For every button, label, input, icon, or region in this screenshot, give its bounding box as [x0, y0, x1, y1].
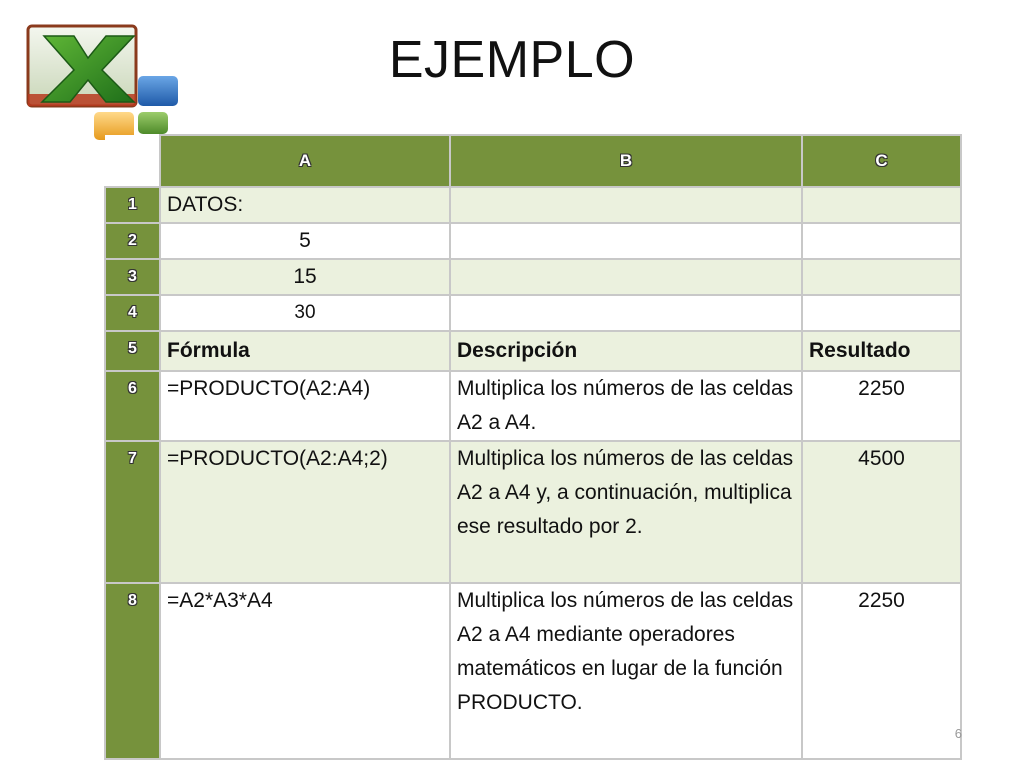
cell-a1[interactable]: DATOS: [160, 187, 450, 223]
row-header[interactable]: 4 [105, 295, 160, 331]
table-row [105, 331, 961, 371]
row-header[interactable]: 5 [105, 331, 160, 371]
table-row [105, 259, 961, 295]
row-header[interactable]: 2 [105, 223, 160, 259]
cell-a7[interactable]: =PRODUCTO(A2:A4;2) [160, 441, 450, 583]
row-header[interactable]: 6 [105, 371, 160, 441]
cell-b7[interactable]: Multiplica los números de las celdas A2 a A4 y, a continuación, multiplica ese resultado por 2. [450, 441, 802, 583]
cell-b3[interactable] [450, 259, 802, 295]
cell-c4[interactable] [802, 295, 961, 331]
cell-c8[interactable]: 2250 [802, 583, 961, 759]
cell-a4[interactable]: 30 [160, 295, 450, 331]
cell-b6[interactable]: Multiplica los números de las celdas A2 a A4. [450, 371, 802, 441]
table-row [105, 187, 961, 223]
cell-b4[interactable] [450, 295, 802, 331]
cell-b2[interactable] [450, 223, 802, 259]
cell-b1[interactable] [450, 187, 802, 223]
table-row [105, 441, 961, 583]
cell-a8[interactable]: =A2*A3*A4 [160, 583, 450, 759]
cell-c7[interactable]: 4500 [802, 441, 961, 583]
row-header[interactable]: 8 [105, 583, 160, 759]
cell-c3[interactable] [802, 259, 961, 295]
cell-a5-formula-header[interactable]: Fórmula [160, 331, 450, 371]
table-row [105, 223, 961, 259]
column-header-c[interactable]: C [802, 135, 961, 187]
corner-cell [105, 135, 160, 187]
cell-c1[interactable] [802, 187, 961, 223]
column-header-row [105, 135, 961, 187]
cell-a3[interactable]: 15 [160, 259, 450, 295]
table-row [105, 295, 961, 331]
cell-a6[interactable]: =PRODUCTO(A2:A4) [160, 371, 450, 441]
page-number: 6 [954, 726, 962, 741]
row-header[interactable]: 3 [105, 259, 160, 295]
spreadsheet-table [104, 134, 962, 760]
cell-b8[interactable]: Multiplica los números de las celdas A2 a A4 mediante operadores matemáticos en lugar de la función PRODUCTO. [450, 583, 802, 759]
cell-c5-result-header[interactable]: Resultado [802, 331, 961, 371]
table-row [105, 371, 961, 441]
cell-a2[interactable]: 5 [160, 223, 450, 259]
cell-c2[interactable] [802, 223, 961, 259]
row-header[interactable]: 1 [105, 187, 160, 223]
column-header-a[interactable]: A [160, 135, 450, 187]
slide-title: EJEMPLO [388, 31, 636, 89]
table-row [105, 583, 961, 759]
column-header-b[interactable]: B [450, 135, 802, 187]
cell-b5-description-header[interactable]: Descripción [450, 331, 802, 371]
row-header[interactable]: 7 [105, 441, 160, 583]
cell-c6[interactable]: 2250 [802, 371, 961, 441]
